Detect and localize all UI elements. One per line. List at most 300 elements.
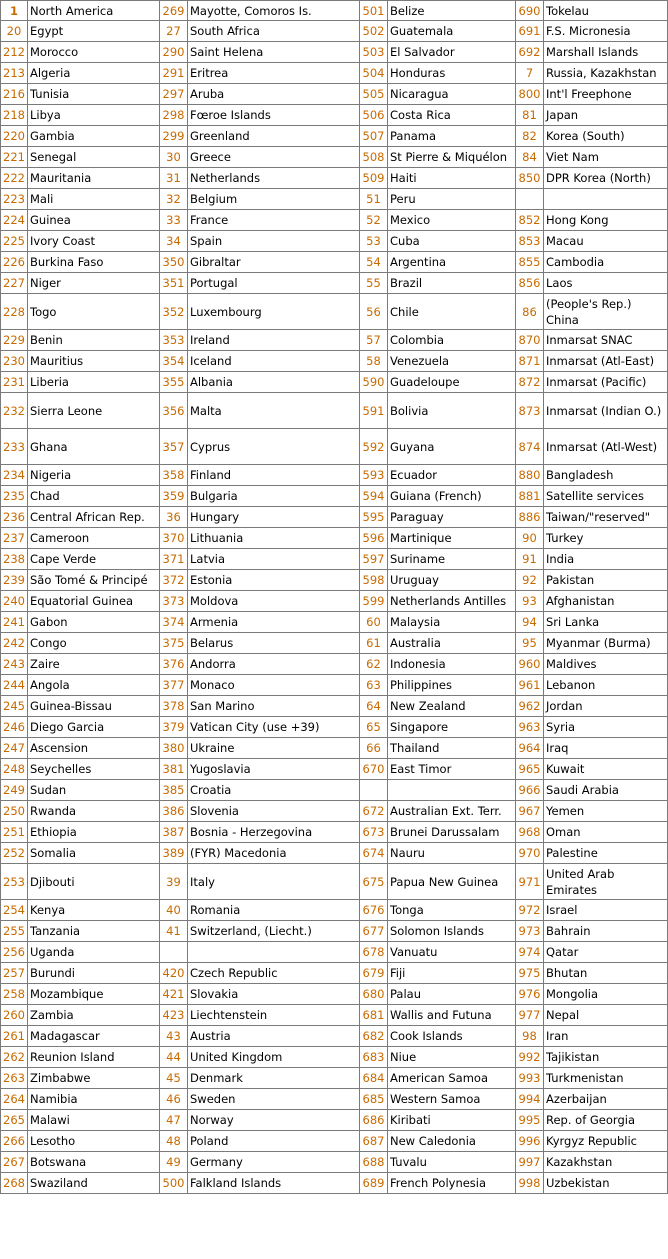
dial-code-cell: 20 xyxy=(0,21,28,42)
table-row xyxy=(0,780,668,801)
table-row xyxy=(0,1005,668,1026)
country-name-cell: French Polynesia xyxy=(388,1173,516,1194)
country-name-cell xyxy=(544,189,668,210)
dial-code-cell: 997 xyxy=(516,1152,544,1173)
country-name-cell: Tunisia xyxy=(28,84,160,105)
table-row xyxy=(0,1173,668,1194)
country-name-cell: Costa Rica xyxy=(388,105,516,126)
dial-code-cell: 682 xyxy=(360,1026,388,1047)
dial-code-cell: 680 xyxy=(360,984,388,1005)
country-name-cell: Jordan xyxy=(544,696,668,717)
table-row xyxy=(0,273,668,294)
dial-code-cell: 269 xyxy=(160,0,188,21)
dial-code-cell: 257 xyxy=(0,963,28,984)
country-name-cell: Honduras xyxy=(388,63,516,84)
country-name-cell: Hong Kong xyxy=(544,210,668,231)
table-row xyxy=(0,759,668,780)
dial-code-cell: 90 xyxy=(516,528,544,549)
dial-code-cell: 243 xyxy=(0,654,28,675)
dial-code-cell: 230 xyxy=(0,351,28,372)
dial-code-cell: 994 xyxy=(516,1089,544,1110)
dial-code-cell: 590 xyxy=(360,372,388,393)
table-row xyxy=(0,528,668,549)
dial-code-cell: 800 xyxy=(516,84,544,105)
country-name-cell: Malta xyxy=(188,393,360,429)
country-name-cell: Colombia xyxy=(388,330,516,351)
country-name-cell: Uzbekistan xyxy=(544,1173,668,1194)
dial-code-cell: 298 xyxy=(160,105,188,126)
dial-code-cell: 49 xyxy=(160,1152,188,1173)
table-row xyxy=(0,1110,668,1131)
country-name-cell: Uganda xyxy=(28,942,160,963)
dial-code-cell: 594 xyxy=(360,486,388,507)
dial-code-cell: 39 xyxy=(160,864,188,900)
dial-code-cell: 688 xyxy=(360,1152,388,1173)
dial-code-cell: 502 xyxy=(360,21,388,42)
country-name-cell: Madagascar xyxy=(28,1026,160,1047)
table-row xyxy=(0,42,668,63)
dial-code-cell: 853 xyxy=(516,231,544,252)
dial-code-cell: 960 xyxy=(516,654,544,675)
country-name-cell: Macau xyxy=(544,231,668,252)
country-name-cell: Vatican City (use +39) xyxy=(188,717,360,738)
country-name-cell: Kenya xyxy=(28,900,160,921)
dial-code-cell: 591 xyxy=(360,393,388,429)
dial-code-cell: 93 xyxy=(516,591,544,612)
country-name-cell: Papua New Guinea xyxy=(388,864,516,900)
table-row xyxy=(0,147,668,168)
country-name-cell: Seychelles xyxy=(28,759,160,780)
country-name-cell: Bangladesh xyxy=(544,465,668,486)
table-row xyxy=(0,675,668,696)
dial-code-cell: 44 xyxy=(160,1047,188,1068)
table-row xyxy=(0,252,668,273)
country-name-cell: Guiana (French) xyxy=(388,486,516,507)
dial-code-cell: 886 xyxy=(516,507,544,528)
dial-code-cell: 253 xyxy=(0,864,28,900)
dial-code-cell: 372 xyxy=(160,570,188,591)
dial-code-cell: 43 xyxy=(160,1026,188,1047)
dial-code-cell: 593 xyxy=(360,465,388,486)
country-name-cell: Angola xyxy=(28,675,160,696)
country-name-cell: Zimbabwe xyxy=(28,1068,160,1089)
table-row xyxy=(0,570,668,591)
dial-code-cell: 378 xyxy=(160,696,188,717)
country-name-cell: Djibouti xyxy=(28,864,160,900)
dial-code-cell: 98 xyxy=(516,1026,544,1047)
dial-code-cell: 852 xyxy=(516,210,544,231)
dial-code-cell: 420 xyxy=(160,963,188,984)
country-name-cell: Kyrgyz Republic xyxy=(544,1131,668,1152)
country-name-cell: Guatemala xyxy=(388,21,516,42)
country-name-cell: Croatia xyxy=(188,780,360,801)
table-row xyxy=(0,612,668,633)
table-row xyxy=(0,507,668,528)
country-name-cell: Solomon Islands xyxy=(388,921,516,942)
country-name-cell: Turkmenistan xyxy=(544,1068,668,1089)
country-name-cell: Austria xyxy=(188,1026,360,1047)
country-name-cell: St Pierre & Miquélon xyxy=(388,147,516,168)
country-name-cell: Cambodia xyxy=(544,252,668,273)
table-row xyxy=(0,372,668,393)
dial-code-cell: 34 xyxy=(160,231,188,252)
country-name-cell: Guinea-Bissau xyxy=(28,696,160,717)
dial-code-cell xyxy=(516,189,544,210)
dial-code-cell: 235 xyxy=(0,486,28,507)
dial-code-cell: 673 xyxy=(360,822,388,843)
country-name-cell: Mexico xyxy=(388,210,516,231)
country-name-cell: Iran xyxy=(544,1026,668,1047)
country-name-cell: Tokelau xyxy=(544,0,668,21)
dial-code-cell: 670 xyxy=(360,759,388,780)
country-name-cell: East Timor xyxy=(388,759,516,780)
dial-code-cell: 966 xyxy=(516,780,544,801)
dial-code-cell: 961 xyxy=(516,675,544,696)
country-name-cell: Vanuatu xyxy=(388,942,516,963)
dial-code-cell: 48 xyxy=(160,1131,188,1152)
table-row xyxy=(0,591,668,612)
table-row xyxy=(0,696,668,717)
country-name-cell: Haiti xyxy=(388,168,516,189)
dial-code-cell: 354 xyxy=(160,351,188,372)
country-name-cell: Greece xyxy=(188,147,360,168)
country-name-cell: Zaire xyxy=(28,654,160,675)
table-row xyxy=(0,393,668,429)
table-row xyxy=(0,1026,668,1047)
dial-code-cell: 290 xyxy=(160,42,188,63)
dial-code-cell: 56 xyxy=(360,294,388,330)
dial-code-cell: 504 xyxy=(360,63,388,84)
country-name-cell xyxy=(388,780,516,801)
dial-code-cell: 256 xyxy=(0,942,28,963)
dial-code-cell: 506 xyxy=(360,105,388,126)
dial-code-cell: 226 xyxy=(0,252,28,273)
dial-code-cell: 352 xyxy=(160,294,188,330)
dial-code-cell: 236 xyxy=(0,507,28,528)
country-name-cell: Romania xyxy=(188,900,360,921)
country-name-cell: Yugoslavia xyxy=(188,759,360,780)
country-name-cell: Maldives xyxy=(544,654,668,675)
table-row xyxy=(0,738,668,759)
country-name-cell: Argentina xyxy=(388,252,516,273)
country-name-cell: Namibia xyxy=(28,1089,160,1110)
dial-code-cell: 374 xyxy=(160,612,188,633)
country-name-cell: Nicaragua xyxy=(388,84,516,105)
dial-code-cell: 965 xyxy=(516,759,544,780)
dial-code-cell: 240 xyxy=(0,591,28,612)
dial-code-cell: 358 xyxy=(160,465,188,486)
country-name-cell: Kuwait xyxy=(544,759,668,780)
dial-code-cell: 247 xyxy=(0,738,28,759)
country-name-cell: Inmarsat (Atl-West) xyxy=(544,429,668,465)
country-name-cell: Marshall Islands xyxy=(544,42,668,63)
country-name-cell: Liechtenstein xyxy=(188,1005,360,1026)
dial-code-cell: 500 xyxy=(160,1173,188,1194)
country-name-cell: Paraguay xyxy=(388,507,516,528)
country-name-cell: Egypt xyxy=(28,21,160,42)
country-name-cell: Ecuador xyxy=(388,465,516,486)
country-name-cell: (People's Rep.) China xyxy=(544,294,668,330)
country-name-cell: Bolivia xyxy=(388,393,516,429)
dial-code-cell: 268 xyxy=(0,1173,28,1194)
country-name-cell: India xyxy=(544,549,668,570)
country-name-cell: Moldova xyxy=(188,591,360,612)
dial-code-cell: 684 xyxy=(360,1068,388,1089)
table-row xyxy=(0,864,668,900)
table-row xyxy=(0,330,668,351)
dial-code-cell: 597 xyxy=(360,549,388,570)
country-name-cell: Cuba xyxy=(388,231,516,252)
dial-code-cell: 65 xyxy=(360,717,388,738)
country-name-cell: Togo xyxy=(28,294,160,330)
country-name-cell xyxy=(188,942,360,963)
country-name-cell: Algeria xyxy=(28,63,160,84)
country-name-cell: Taiwan/"reserved" xyxy=(544,507,668,528)
country-name-cell: Tajikistan xyxy=(544,1047,668,1068)
country-name-cell: Lesotho xyxy=(28,1131,160,1152)
dial-code-cell: 63 xyxy=(360,675,388,696)
table-row xyxy=(0,963,668,984)
country-name-cell: Ireland xyxy=(188,330,360,351)
table-row xyxy=(0,105,668,126)
country-name-cell: Mongolia xyxy=(544,984,668,1005)
country-name-cell: Congo xyxy=(28,633,160,654)
country-name-cell: Sweden xyxy=(188,1089,360,1110)
country-name-cell: Cameroon xyxy=(28,528,160,549)
country-name-cell: Latvia xyxy=(188,549,360,570)
country-name-cell: Belarus xyxy=(188,633,360,654)
dial-code-cell: 228 xyxy=(0,294,28,330)
country-name-cell: Gibraltar xyxy=(188,252,360,273)
country-name-cell: Saint Helena xyxy=(188,42,360,63)
dial-code-cell: 251 xyxy=(0,822,28,843)
table-row xyxy=(0,801,668,822)
country-name-cell: Cyprus xyxy=(188,429,360,465)
country-name-cell: Portugal xyxy=(188,273,360,294)
country-name-cell: Lebanon xyxy=(544,675,668,696)
table-row xyxy=(0,84,668,105)
dial-code-cell: 973 xyxy=(516,921,544,942)
table-row xyxy=(0,942,668,963)
dial-code-cell: 871 xyxy=(516,351,544,372)
dial-code-cell: 7 xyxy=(516,63,544,84)
country-name-cell: Singapore xyxy=(388,717,516,738)
country-name-cell: Viet Nam xyxy=(544,147,668,168)
dial-code-cell: 246 xyxy=(0,717,28,738)
country-name-cell: Botswana xyxy=(28,1152,160,1173)
country-name-cell: DPR Korea (North) xyxy=(544,168,668,189)
dial-code-cell: 58 xyxy=(360,351,388,372)
country-name-cell: Inmarsat SNAC xyxy=(544,330,668,351)
table-row xyxy=(0,633,668,654)
country-name-cell: Rwanda xyxy=(28,801,160,822)
dial-code-cell: 377 xyxy=(160,675,188,696)
dial-code-cell: 962 xyxy=(516,696,544,717)
country-name-cell: Malaysia xyxy=(388,612,516,633)
country-name-cell: United Arab Emirates xyxy=(544,864,668,900)
country-name-cell: Spain xyxy=(188,231,360,252)
country-name-cell: Czech Republic xyxy=(188,963,360,984)
country-name-cell: Norway xyxy=(188,1110,360,1131)
dial-code-cell: 974 xyxy=(516,942,544,963)
dial-code-cell: 30 xyxy=(160,147,188,168)
country-name-cell: Ethiopia xyxy=(28,822,160,843)
dial-code-cell: 250 xyxy=(0,801,28,822)
country-name-cell: Fœroe Islands xyxy=(188,105,360,126)
country-name-cell: Palau xyxy=(388,984,516,1005)
country-name-cell: Martinique xyxy=(388,528,516,549)
dial-code-cell: 255 xyxy=(0,921,28,942)
country-name-cell: Burundi xyxy=(28,963,160,984)
dial-code-cell: 267 xyxy=(0,1152,28,1173)
table-row xyxy=(0,294,668,330)
country-name-cell: Lithuania xyxy=(188,528,360,549)
dial-code-cell: 91 xyxy=(516,549,544,570)
dial-code-cell: 421 xyxy=(160,984,188,1005)
dial-code-cell: 359 xyxy=(160,486,188,507)
country-name-cell: Burkina Faso xyxy=(28,252,160,273)
dial-code-cell: 66 xyxy=(360,738,388,759)
country-name-cell: New Caledonia xyxy=(388,1131,516,1152)
table-row xyxy=(0,486,668,507)
table-row xyxy=(0,210,668,231)
country-name-cell: Bahrain xyxy=(544,921,668,942)
dial-code-cell: 53 xyxy=(360,231,388,252)
country-name-cell: Fiji xyxy=(388,963,516,984)
country-name-cell: Finland xyxy=(188,465,360,486)
dial-code-cell: 686 xyxy=(360,1110,388,1131)
dial-code-cell: 677 xyxy=(360,921,388,942)
dial-code-cell: 675 xyxy=(360,864,388,900)
country-name-cell: Netherlands Antilles xyxy=(388,591,516,612)
country-name-cell: Aruba xyxy=(188,84,360,105)
country-name-cell: Central African Rep. xyxy=(28,507,160,528)
dial-code-cell: 672 xyxy=(360,801,388,822)
country-name-cell: New Zealand xyxy=(388,696,516,717)
country-name-cell: Belgium xyxy=(188,189,360,210)
country-name-cell: Tonga xyxy=(388,900,516,921)
dial-code-cell: 357 xyxy=(160,429,188,465)
country-name-cell: Mauritania xyxy=(28,168,160,189)
table-row xyxy=(0,126,668,147)
country-name-cell: Mali xyxy=(28,189,160,210)
country-name-cell: Iraq xyxy=(544,738,668,759)
country-name-cell: Russia, Kazakhstan xyxy=(544,63,668,84)
table-row xyxy=(0,1068,668,1089)
country-name-cell: Palestine xyxy=(544,843,668,864)
dial-code-cell: 674 xyxy=(360,843,388,864)
country-name-cell: Equatorial Guinea xyxy=(28,591,160,612)
country-name-cell: Saudi Arabia xyxy=(544,780,668,801)
country-name-cell: Sierra Leone xyxy=(28,393,160,429)
dial-code-cell: 998 xyxy=(516,1173,544,1194)
dial-code-cell: 1 xyxy=(0,0,28,21)
dial-code-cell: 386 xyxy=(160,801,188,822)
country-name-cell: Tanzania xyxy=(28,921,160,942)
table-row xyxy=(0,843,668,864)
dial-code-cell: 233 xyxy=(0,429,28,465)
dial-code-cell: 679 xyxy=(360,963,388,984)
dial-code-cell: 242 xyxy=(0,633,28,654)
dial-code-cell: 40 xyxy=(160,900,188,921)
country-name-cell: Ukraine xyxy=(188,738,360,759)
dial-code-cell: 387 xyxy=(160,822,188,843)
country-name-cell: Chile xyxy=(388,294,516,330)
country-name-cell: Israel xyxy=(544,900,668,921)
table-row xyxy=(0,654,668,675)
table-row xyxy=(0,429,668,465)
dial-code-cell: 856 xyxy=(516,273,544,294)
dial-code-cell: 265 xyxy=(0,1110,28,1131)
country-name-cell: Reunion Island xyxy=(28,1047,160,1068)
dial-code-cell: 855 xyxy=(516,252,544,273)
dial-code-cell: 95 xyxy=(516,633,544,654)
dial-code-cell: 683 xyxy=(360,1047,388,1068)
country-name-cell: Kiribati xyxy=(388,1110,516,1131)
dial-code-cell: 681 xyxy=(360,1005,388,1026)
dial-code-cell: 238 xyxy=(0,549,28,570)
dial-code-cell: 248 xyxy=(0,759,28,780)
country-name-cell: Estonia xyxy=(188,570,360,591)
dial-code-cell: 220 xyxy=(0,126,28,147)
country-name-cell: Philippines xyxy=(388,675,516,696)
dial-code-cell: 263 xyxy=(0,1068,28,1089)
country-name-cell: El Salvador xyxy=(388,42,516,63)
dial-code-cell: 972 xyxy=(516,900,544,921)
country-name-cell: United Kingdom xyxy=(188,1047,360,1068)
dial-code-cell: 353 xyxy=(160,330,188,351)
dial-code-cell: 376 xyxy=(160,654,188,675)
country-name-cell: Brunei Darussalam xyxy=(388,822,516,843)
country-name-cell: Uruguay xyxy=(388,570,516,591)
table-row xyxy=(0,717,668,738)
country-name-cell: Rep. of Georgia xyxy=(544,1110,668,1131)
country-name-cell: Monaco xyxy=(188,675,360,696)
dial-code-cell: 370 xyxy=(160,528,188,549)
country-name-cell: South Africa xyxy=(188,21,360,42)
dial-code-cell: 881 xyxy=(516,486,544,507)
country-name-cell: Libya xyxy=(28,105,160,126)
dial-code-cell: 223 xyxy=(0,189,28,210)
country-name-cell: Guadeloupe xyxy=(388,372,516,393)
table-row xyxy=(0,921,668,942)
dial-code-cell: 691 xyxy=(516,21,544,42)
country-name-cell: Qatar xyxy=(544,942,668,963)
dial-code-cell: 212 xyxy=(0,42,28,63)
dial-code-cell: 689 xyxy=(360,1173,388,1194)
country-name-cell: Luxembourg xyxy=(188,294,360,330)
country-name-cell: Gabon xyxy=(28,612,160,633)
dial-code-cell: 237 xyxy=(0,528,28,549)
dial-code-cell: 41 xyxy=(160,921,188,942)
dial-code-cell: 351 xyxy=(160,273,188,294)
country-name-cell: Poland xyxy=(188,1131,360,1152)
country-name-cell: Slovakia xyxy=(188,984,360,1005)
dial-code-cell: 62 xyxy=(360,654,388,675)
dial-code-cell: 380 xyxy=(160,738,188,759)
dial-code-cell: 222 xyxy=(0,168,28,189)
dial-code-cell: 231 xyxy=(0,372,28,393)
dial-code-cell: 31 xyxy=(160,168,188,189)
dial-code-cell: 971 xyxy=(516,864,544,900)
country-name-cell: Japan xyxy=(544,105,668,126)
country-name-cell: Sri Lanka xyxy=(544,612,668,633)
country-name-cell: Wallis and Futuna xyxy=(388,1005,516,1026)
dial-code-cell: 874 xyxy=(516,429,544,465)
dial-code-cell: 505 xyxy=(360,84,388,105)
country-name-cell: Brazil xyxy=(388,273,516,294)
dial-code-cell: 870 xyxy=(516,330,544,351)
